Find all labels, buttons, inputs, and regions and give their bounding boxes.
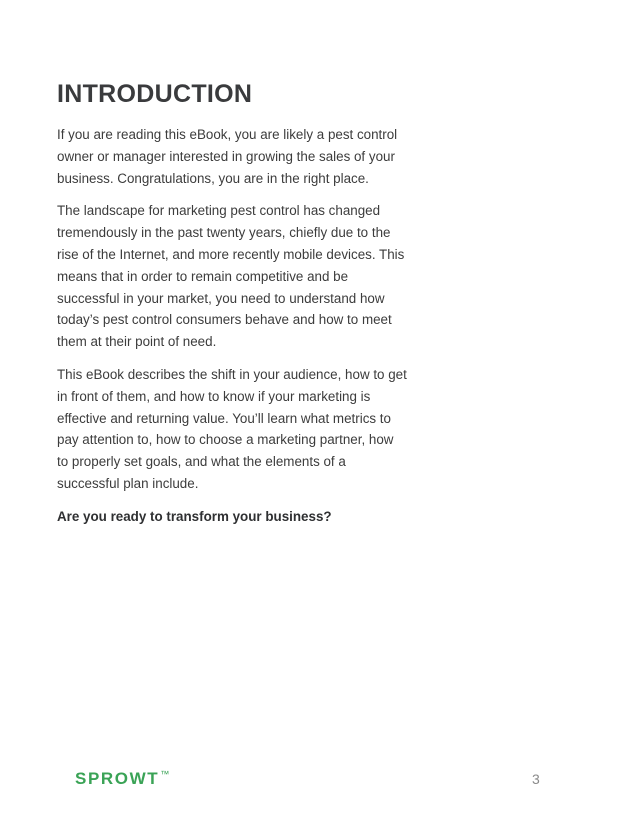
page-title: INTRODUCTION [57,80,253,108]
body-text [57,124,407,539]
trademark-symbol: ™ [160,769,170,779]
paragraph-landscape: The landscape for marketing pest control has changed tremendously in the past twenty years, chiefly due to the rise of the Internet, and more recently mobile devices. This means that in order to remain competitive and be successful in your market, you need to understand how today’s pest control consumers behave and how to meet them at their point of need. [57,203,405,350]
sprowt-logo [75,769,169,789]
brand-name: SPROWT [75,769,160,788]
page-number: 3 [532,771,540,787]
call-to-action: Are you ready to transform your business? [57,508,332,524]
paragraph-overview: This eBook describes the shift in your audience, how to get in front of them, and how to know if your marketing is effective and returning value. You’ll learn what metrics to pay attention to, how to choose a marketing partner, how to properly set goals, and what the elements of a successful plan include. [57,366,407,491]
paragraph-intro: If you are reading this eBook, you are likely a pest control owner or manager interested in growing the sales of your business. Congratulations, you are in the right place. [57,127,398,186]
